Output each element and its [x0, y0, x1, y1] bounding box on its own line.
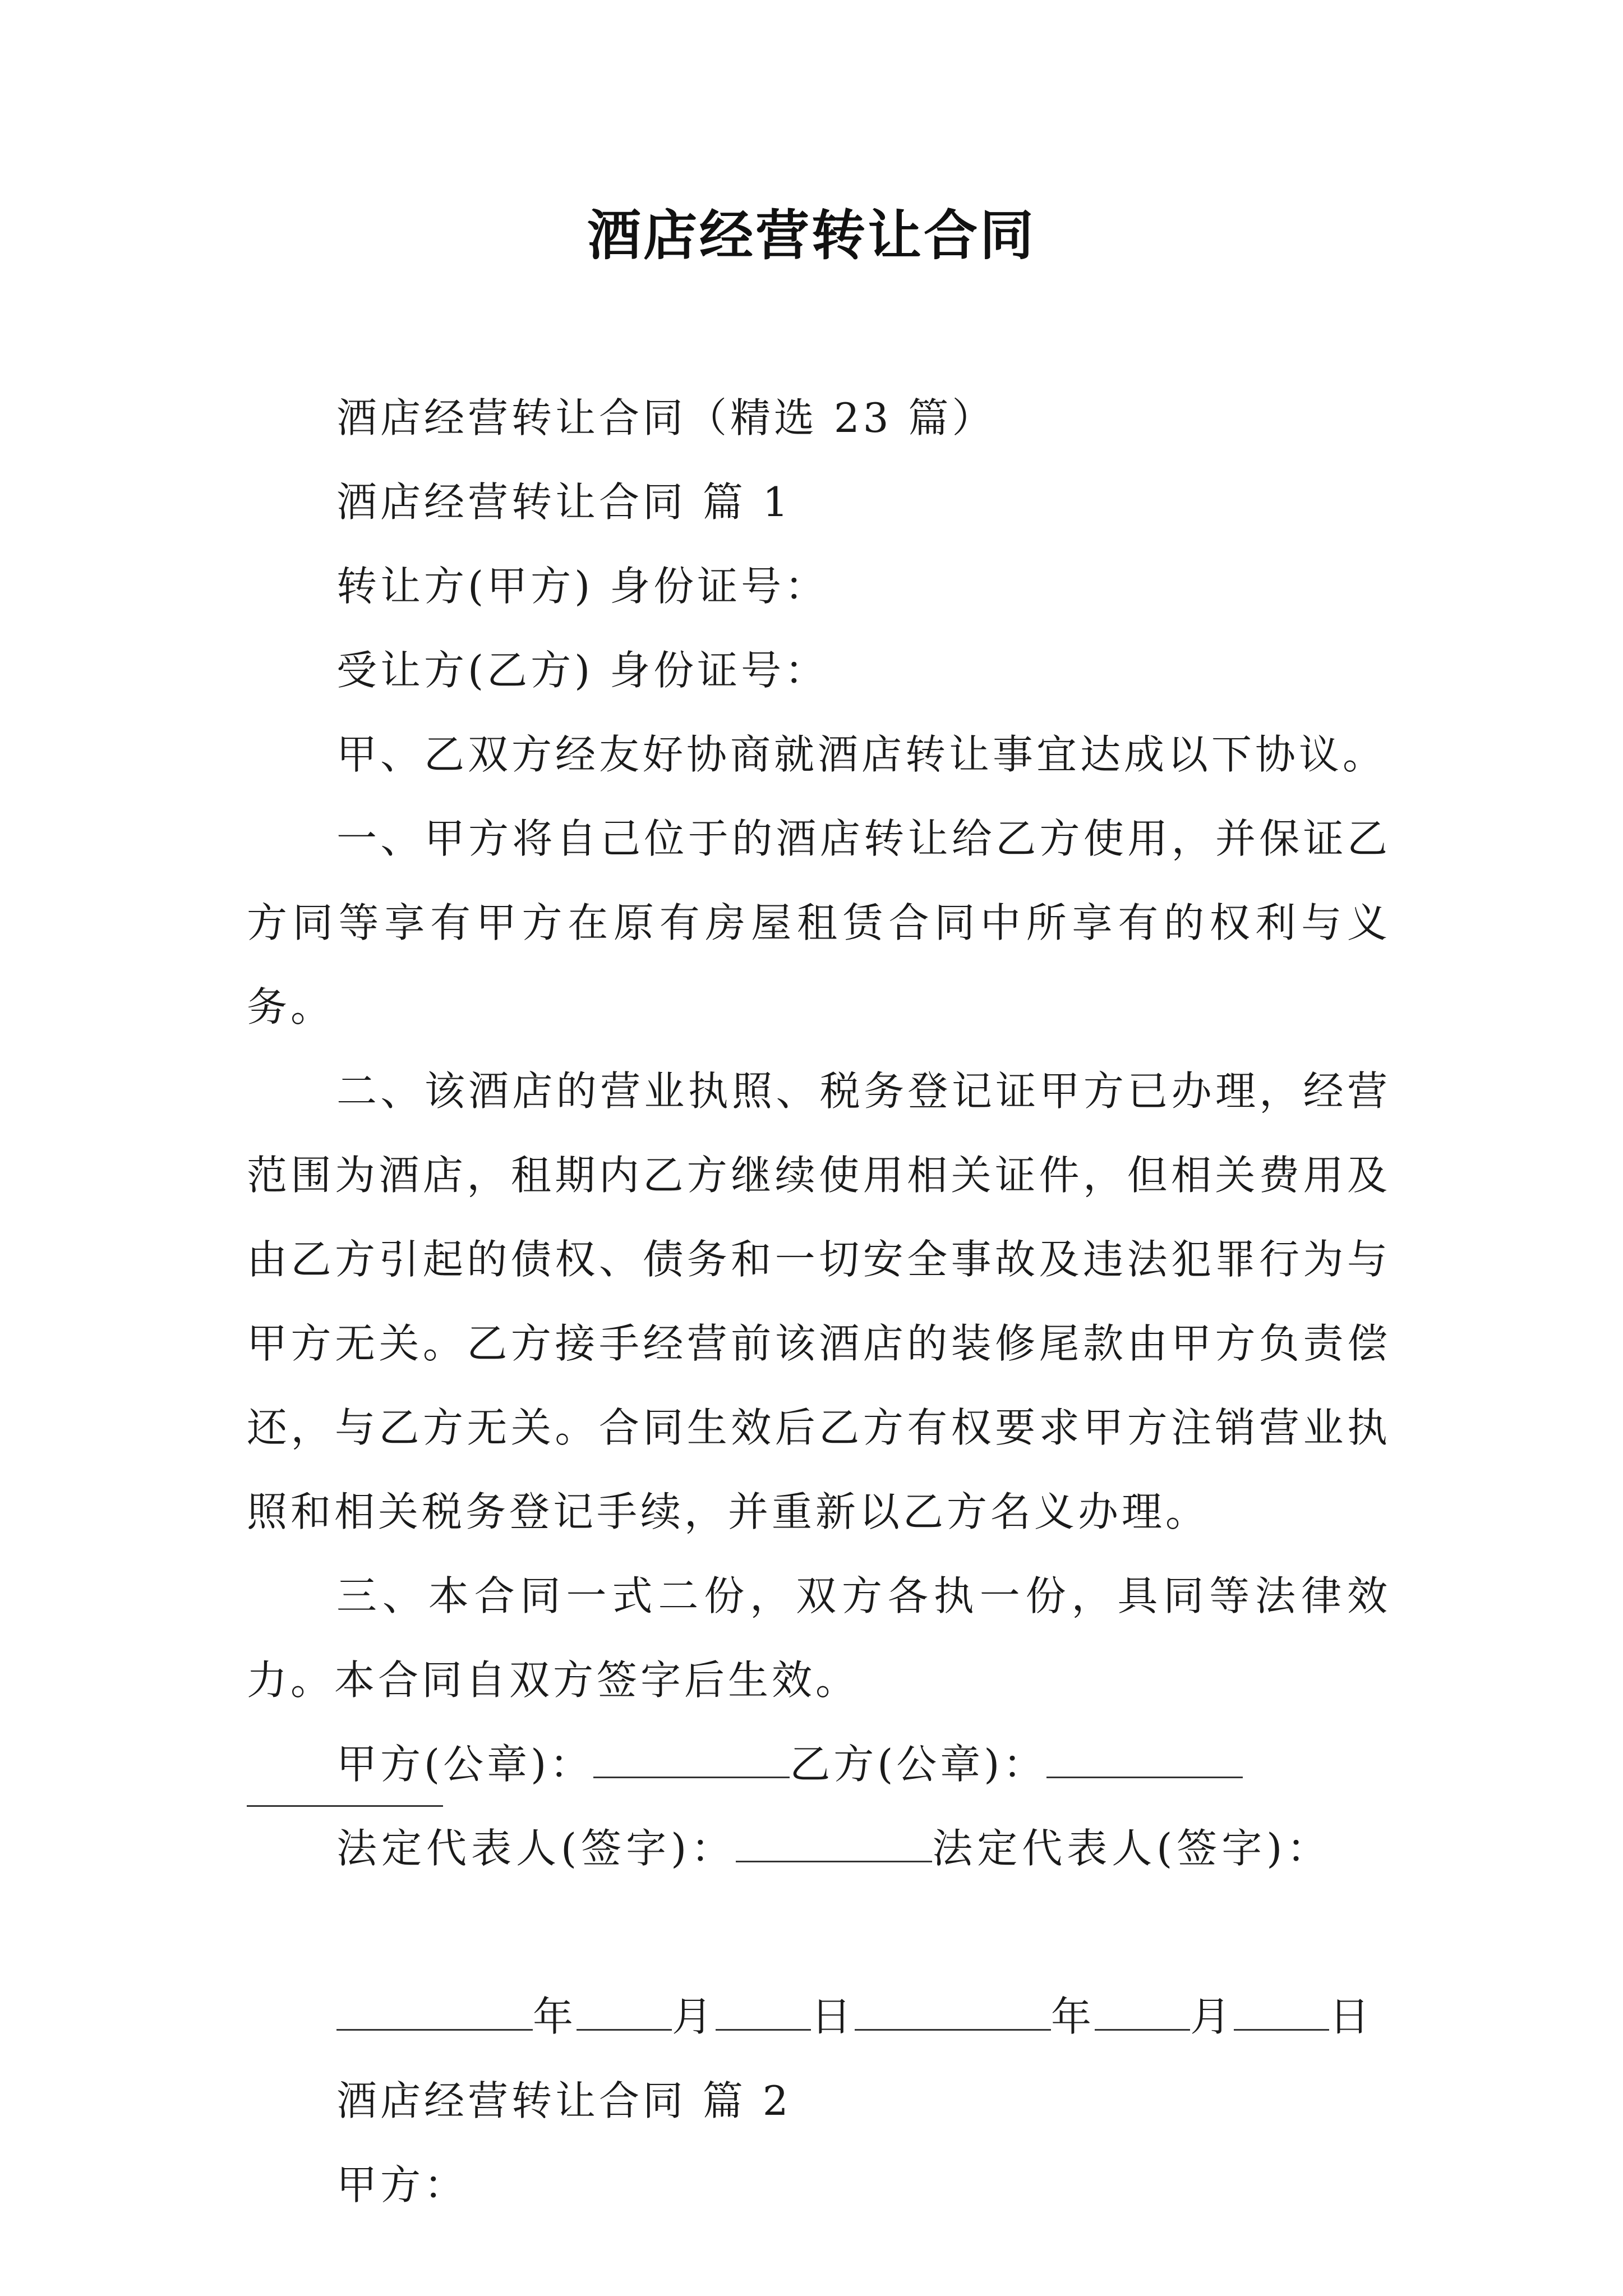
date-b-month-blank	[1095, 1990, 1190, 2031]
date-line	[247, 1975, 1391, 2059]
party-a-rep-blank	[736, 1821, 932, 1862]
date-a-day-blank	[716, 1990, 811, 2031]
spacer-line	[247, 1890, 1391, 1975]
date-a-year-blank	[336, 1990, 533, 2031]
party-a-rep-label: 法定代表人(签字)：	[336, 1825, 736, 1872]
document-title: 酒店经营转让合同	[587, 204, 1036, 267]
party-b-seal-blank	[1046, 1737, 1243, 1778]
date-a-day: 日	[811, 1993, 855, 2040]
representative-line	[247, 1806, 1391, 1890]
date-b-year-blank	[855, 1990, 1051, 2031]
document-subtitle: 酒店经营转让合同（精选 23 篇）	[336, 394, 996, 441]
date-b-year: 年	[1051, 1993, 1095, 2040]
clause-3: 三、本合同一式二份，双方各执一份，具同等法律效力。本合同自双方签字后生效。	[247, 1572, 1391, 1704]
date-b-day: 日	[1329, 1993, 1373, 2040]
party-b-rep-blank	[247, 1805, 443, 1807]
date-a-year: 年	[533, 1993, 577, 2040]
transferee-line: 受让方(乙方) 身份证号：	[336, 647, 829, 694]
section2-party-a: 甲方：	[336, 2161, 468, 2208]
party-a-seal-blank	[593, 1737, 790, 1778]
clause-2: 二、该酒店的营业执照、税务登记证甲方已办理，经营范围为酒店，租期内乙方继续使用相关证件，但相关费用及由乙方引起的债权、债务和一切安全事故及违法犯罪行为与甲方无关。乙方接手经营前该酒店的装修尾款由甲方负责偿还，与乙方无关。合同生效后乙方有权要求甲方注销营业执照和相关税务登记手续，并重新以乙方名义办理。	[247, 1068, 1391, 1535]
seal-line	[247, 1722, 1391, 1806]
section-heading-1: 酒店经营转让合同 篇 1	[336, 478, 792, 526]
intro-paragraph: 甲、乙双方经友好协商就酒店转让事宜达成以下协议。	[336, 731, 1387, 778]
clause-1: 一、甲方将自己位于的酒店转让给乙方使用，并保证乙方同等享有甲方在原有房屋租赁合同中所享有的权利与义务。	[247, 815, 1391, 1030]
section-heading-2: 酒店经营转让合同 篇 2	[336, 2077, 792, 2124]
party-b-rep-label: 法定代表人(签字)：	[932, 1825, 1332, 1872]
date-b-month: 月	[1190, 1993, 1234, 2040]
transferor-line: 转让方(甲方) 身份证号：	[336, 563, 829, 610]
date-a-month-blank	[577, 1990, 672, 2031]
party-b-seal-label: 乙方(公章)：	[790, 1741, 1047, 1788]
date-b-day-blank	[1234, 1990, 1329, 2031]
date-a-month: 月	[672, 1993, 716, 2040]
party-a-seal-label: 甲方(公章)：	[336, 1741, 594, 1788]
document-body	[247, 376, 1391, 2227]
